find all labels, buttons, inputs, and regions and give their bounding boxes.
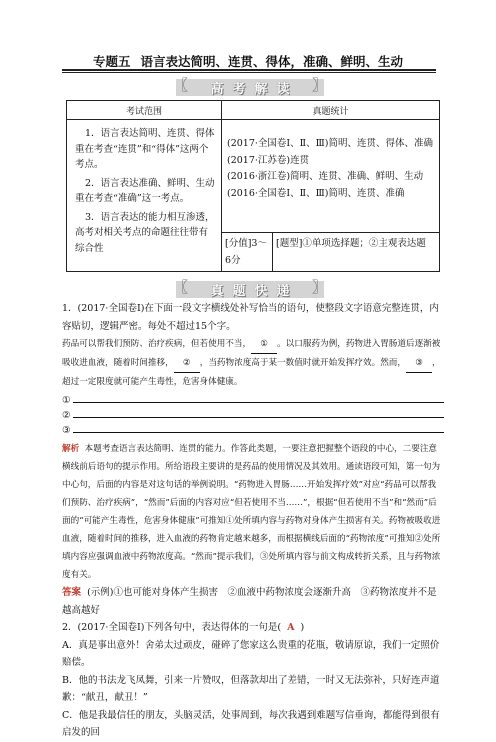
range-item: 1．语言表达简明、连贯、得体重在考查“连贯”和“得体”这两个考点。 <box>75 128 215 170</box>
range-item: 3．语言表达的能力相互渗透，高考对相关考点的命题往往带有综合性 <box>75 211 215 254</box>
bracket-right-icon: 〗 <box>312 78 326 94</box>
passage-text: 药品可以帮我们预防、治疗疾病，但若使用不当， <box>62 339 252 349</box>
answer-block <box>62 584 444 619</box>
score-row <box>222 233 440 272</box>
score-value: [分值]3～6分 <box>222 233 273 271</box>
answer-text: (示例)①也可能对身体产生损害 ②血液中药物浓度会逐渐升高 ③药物浓度并不是越高越好 <box>62 587 437 616</box>
q2-option: C．他是我最信任的朋友，头脑灵活，处事周到，每次我遇到难题写信垂询，都能得到很有启发的回 <box>62 709 440 738</box>
q2-stem-text: 2．(2017·全国卷Ⅰ)下列各句中，表达得体的一句是( <box>62 622 282 633</box>
question-type: [题型]①单项选择题；②主观表达题 <box>276 238 426 249</box>
exam-table <box>66 100 440 272</box>
bracket-right-icon: 〗 <box>312 280 326 296</box>
header-stats: 真题统计 <box>222 101 440 120</box>
q2-stem <box>62 619 444 637</box>
topic-text: 语言表达简明、连贯、得体，准确、鲜明、生动 <box>140 54 404 69</box>
banner-analysis <box>176 79 324 96</box>
topic-label: 专题五 <box>92 54 131 69</box>
stats-item: (2017·全国卷Ⅰ、Ⅱ、Ⅲ)简明、连贯、得体、准确 <box>227 138 433 149</box>
q1-stem: 1．(2017·全国卷Ⅰ)在下面一段文字横线处补写恰当的语句，使整段文字语意完整连贯，内容贴切，逻辑严密。每处不超过15个字。 <box>62 303 439 332</box>
answer-line-label: ① <box>62 395 71 406</box>
answer-line <box>62 421 444 436</box>
q2-option: A．真是事出意外！舍弟太过顽皮，碰碎了您家这么贵重的花瓶，敬请原谅，我们一定照价赔偿。 <box>62 639 440 668</box>
passage-text: ，超过一定限度就可能产生毒性，危害身体健康。 <box>62 358 441 387</box>
bracket-left-icon: 〖 <box>174 280 188 296</box>
title-rule-thin <box>62 72 436 73</box>
q1-passage <box>62 335 444 391</box>
answer-line-label: ③ <box>62 425 71 436</box>
answer-label: 答案 <box>62 587 82 598</box>
stats-item: (2016·浙江卷)简明、连贯、准确、鲜明、生动 <box>227 171 424 182</box>
blank-1: ① <box>251 335 277 354</box>
question-1 <box>62 300 444 742</box>
analysis-label: 解析 <box>62 444 80 454</box>
banner-practice-text: 真题快递 <box>210 284 299 299</box>
stats-item: (2017·江苏卷)连贯 <box>227 154 310 166</box>
range-item: 2．语言表达准确、鲜明、生动重在考查“准确”这一考点。 <box>75 177 215 204</box>
banner-analysis-text: 高考解读 <box>210 82 299 97</box>
page-title <box>0 52 496 70</box>
blank-2: ② <box>174 354 200 373</box>
answer-line-label: ② <box>62 410 71 421</box>
blank-3: ③ <box>406 354 432 373</box>
banner-practice <box>176 281 324 298</box>
stats-cell <box>222 120 440 233</box>
q2-stem-text: ) <box>300 622 305 633</box>
stats-item: (2016·全国卷Ⅰ、Ⅱ、Ⅲ)简明、连贯、准确 <box>227 187 405 199</box>
title-rule <box>62 69 436 71</box>
range-cell <box>67 120 222 272</box>
analysis-text: 本题考查语言表达简明、连贯的能力。作答此类题，一要注意把握整个语段的中心，二要注意横线前后语句的提示作用。所给语段主要讲的是药品的使用情况及其效用。通读语段可知，第一句为中心句，后面的内容是对这句话的举例说明。“药物进入胃肠……开始发挥疗效”对应“药品可以帮我们预防、治疗疾病”，“然而”后面的内容对应“但若使用不当……”，根据“但若使用不当”和“然而”后面的“可能产生毒性，危害身体健康”可推知①处所填内容与药物对身体产生损害有关。药物被吸收进血液，随着时间的推移，进入血液的药物肯定越来越多，而根据横线后面的“药物浓度”可推知②处所填内容应强调血液中药物浓度高。“然而”提示我们，③处所填内容与前文构成转折关系，且与药物浓度有关。 <box>62 444 441 580</box>
answer-line <box>62 391 444 406</box>
analysis-block <box>62 440 444 584</box>
q2-option: B．他的书法龙飞凤舞，引来一片赞叹，但落款却出了差错，一时又无法弥补，只好连声道歉：“献丑，献丑！” <box>62 674 440 703</box>
passage-text: 。以口服药为例，药物进入胃肠道后逐渐被吸收进血液，随着时间推移， <box>62 339 441 368</box>
header-range: 考试范围 <box>67 101 222 120</box>
bracket-left-icon: 〖 <box>174 78 188 94</box>
passage-text: ，当药物浓度高于某一数值时就开始发挥疗效。然而， <box>199 358 406 368</box>
answer-line <box>62 406 444 421</box>
q2-answer-letter: A <box>287 622 295 633</box>
